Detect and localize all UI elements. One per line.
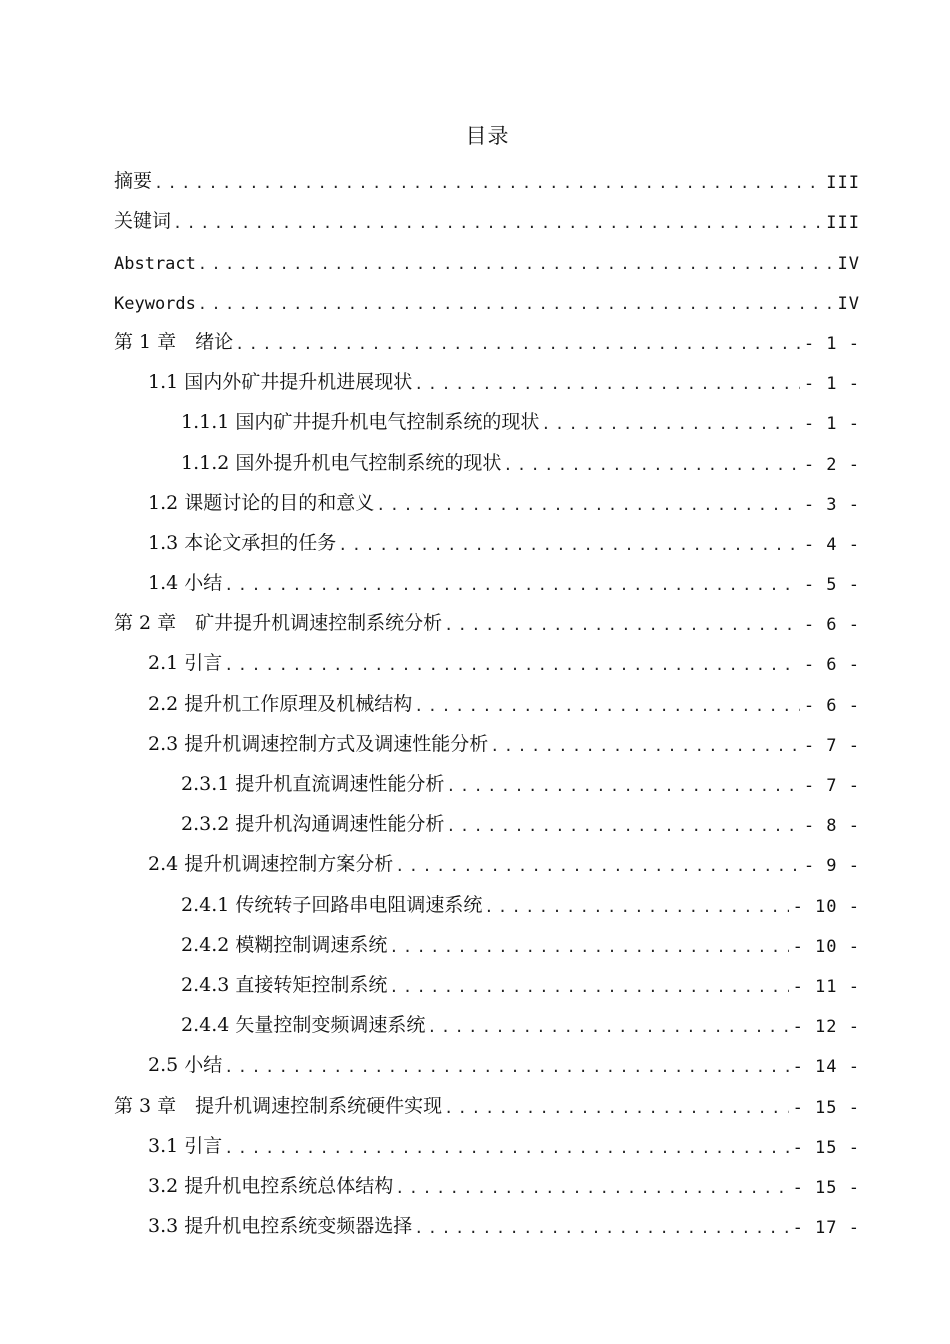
toc-list xyxy=(114,157,860,1242)
toc-entry-label: 关键词 xyxy=(114,210,172,233)
toc-entry-page-number: - 2 - xyxy=(803,454,860,475)
toc-entry[interactable] xyxy=(114,1162,860,1202)
toc-entry-label: 2.4.4 矢量控制变频调速系统 xyxy=(181,1014,426,1037)
toc-entry-label: 摘要 xyxy=(114,170,153,193)
toc-entry-page-number: - 10 - xyxy=(792,896,860,917)
toc-entry-label: Abstract xyxy=(114,253,196,274)
toc-entry[interactable] xyxy=(114,679,860,719)
toc-dot-leader xyxy=(446,777,799,800)
toc-entry[interactable] xyxy=(114,278,860,318)
toc-entry[interactable] xyxy=(114,880,860,920)
toc-entry-page-number: - 4 - xyxy=(803,534,860,555)
toc-entry-page-number: - 10 - xyxy=(792,936,860,957)
toc-entry-label: 1.1 国内外矿井提升机进展现状 xyxy=(148,371,413,394)
toc-entry-page-number: - 1 - xyxy=(803,414,860,435)
toc-dot-leader xyxy=(503,456,799,479)
toc-entry-label: 1.4 小结 xyxy=(148,572,223,595)
toc-dot-leader xyxy=(173,214,822,237)
toc-entry-page-number: - 15 - xyxy=(792,1097,860,1118)
toc-entry-page-number: - 17 - xyxy=(792,1218,860,1239)
toc-entry-label: 1.1.1 国内矿井提升机电气控制系统的现状 xyxy=(181,411,540,434)
toc-entry-label: 2.3.2 提升机沟通调速性能分析 xyxy=(181,813,445,836)
toc-dot-leader xyxy=(154,174,822,197)
toc-entry-label: 2.5 小结 xyxy=(148,1054,223,1077)
toc-entry-page-number: - 11 - xyxy=(792,976,860,997)
toc-entry-page-number: IV xyxy=(837,253,860,274)
toc-entry[interactable] xyxy=(114,479,860,519)
toc-dot-leader xyxy=(198,255,834,278)
toc-dot-leader xyxy=(235,335,800,358)
toc-dot-leader xyxy=(198,295,834,318)
toc-entry-page-number: - 6 - xyxy=(803,615,860,636)
toc-entry-page-number: - 8 - xyxy=(803,816,860,837)
toc-dot-leader xyxy=(338,536,800,559)
toc-entry[interactable] xyxy=(114,398,860,438)
toc-entry-label: 第 1 章 绪论 xyxy=(114,330,234,353)
toc-entry[interactable] xyxy=(114,800,860,840)
toc-entry[interactable] xyxy=(114,197,860,237)
toc-dot-leader xyxy=(446,817,799,840)
toc-entry-label: 2.4.3 直接转矩控制系统 xyxy=(181,973,388,996)
toc-entry[interactable] xyxy=(114,237,860,277)
toc-entry-page-number: IV xyxy=(837,293,860,314)
toc-dot-leader xyxy=(414,697,800,720)
toc-entry-label: 3.2 提升机电控系统总体结构 xyxy=(148,1174,394,1197)
toc-entry-label: 第 3 章 提升机调速控制系统硬件实现 xyxy=(114,1094,443,1117)
toc-entry[interactable] xyxy=(114,438,860,478)
toc-entry-page-number: - 1 - xyxy=(803,333,860,354)
toc-entry-page-number: - 7 - xyxy=(803,776,860,796)
toc-entry-label: 1.2 课题讨论的目的和意义 xyxy=(148,491,375,514)
toc-entry[interactable] xyxy=(114,639,860,679)
toc-entry-label: Keywords xyxy=(114,293,196,314)
toc-entry-page-number: III xyxy=(826,213,860,234)
toc-entry[interactable] xyxy=(114,921,860,961)
toc-entry[interactable] xyxy=(114,318,860,358)
toc-entry-page-number: - 5 - xyxy=(803,575,860,596)
toc-dot-leader xyxy=(444,616,800,639)
toc-entry-label: 3.1 引言 xyxy=(148,1134,223,1157)
toc-entry-page-number: - 7 - xyxy=(803,735,860,756)
toc-entry-page-number: III xyxy=(826,173,860,194)
toc-entry[interactable] xyxy=(114,961,860,1001)
toc-dot-leader xyxy=(395,857,800,880)
toc-entry[interactable] xyxy=(114,1001,860,1041)
toc-entry-label: 1.3 本论文承担的任务 xyxy=(148,531,337,554)
toc-dot-leader xyxy=(224,656,800,679)
toc-entry-label: 1.1.2 国外提升机电气控制系统的现状 xyxy=(181,451,502,474)
toc-entry-label: 2.4 提升机调速控制方案分析 xyxy=(148,853,394,876)
toc-entry[interactable] xyxy=(114,1122,860,1162)
toc-entry[interactable] xyxy=(114,1202,860,1242)
toc-dot-leader xyxy=(490,737,800,760)
toc-entry[interactable] xyxy=(114,599,860,639)
toc-entry-label: 2.4.1 传统转子回路串电阻调速系统 xyxy=(181,893,483,916)
toc-entry-label: 2.3.1 提升机直流调速性能分析 xyxy=(181,773,445,795)
toc-entry[interactable] xyxy=(114,840,860,880)
toc-dot-leader xyxy=(224,576,800,599)
toc-dot-leader xyxy=(427,1018,788,1041)
toc-dot-leader xyxy=(414,1219,788,1242)
toc-entry-page-number: - 14 - xyxy=(792,1057,860,1078)
toc-entry[interactable] xyxy=(114,1041,860,1081)
toc-dot-leader xyxy=(224,1139,788,1162)
toc-dot-leader xyxy=(484,898,788,921)
toc-entry-page-number: - 6 - xyxy=(803,695,860,716)
toc-title: 目录 xyxy=(465,124,510,148)
toc-dot-leader xyxy=(389,938,788,961)
toc-entry-page-number: - 6 - xyxy=(803,655,860,676)
toc-dot-leader xyxy=(395,1179,788,1202)
toc-entry[interactable] xyxy=(114,760,860,800)
toc-entry[interactable] xyxy=(114,519,860,559)
toc-dot-leader xyxy=(224,1058,788,1081)
toc-entry-label: 第 2 章 矿井提升机调速控制系统分析 xyxy=(114,612,443,635)
toc-entry[interactable] xyxy=(114,157,860,197)
toc-entry-page-number: - 1 - xyxy=(803,374,860,395)
toc-entry-page-number: - 15 - xyxy=(792,1137,860,1158)
toc-dot-leader xyxy=(444,1099,788,1122)
toc-entry-page-number: - 12 - xyxy=(792,1017,860,1038)
toc-entry[interactable] xyxy=(114,358,860,398)
toc-entry-page-number: - 9 - xyxy=(803,856,860,877)
toc-entry[interactable] xyxy=(114,1081,860,1121)
toc-entry-label: 2.4.2 模糊控制调速系统 xyxy=(181,933,388,956)
toc-dot-leader xyxy=(376,496,800,519)
toc-dot-leader xyxy=(414,375,800,398)
toc-entry[interactable] xyxy=(114,720,860,760)
toc-entry-page-number: - 15 - xyxy=(792,1177,860,1198)
toc-entry-label: 2.2 提升机工作原理及机械结构 xyxy=(148,692,413,715)
toc-entry-label: 3.3 提升机电控系统变频器选择 xyxy=(148,1215,413,1238)
toc-entry[interactable] xyxy=(114,559,860,599)
toc-entry-page-number: - 3 - xyxy=(803,494,860,515)
toc-entry-label: 2.1 引言 xyxy=(148,652,223,675)
toc-dot-leader xyxy=(389,978,788,1001)
toc-entry-label: 2.3 提升机调速控制方式及调速性能分析 xyxy=(148,732,489,755)
toc-dot-leader xyxy=(541,415,799,438)
